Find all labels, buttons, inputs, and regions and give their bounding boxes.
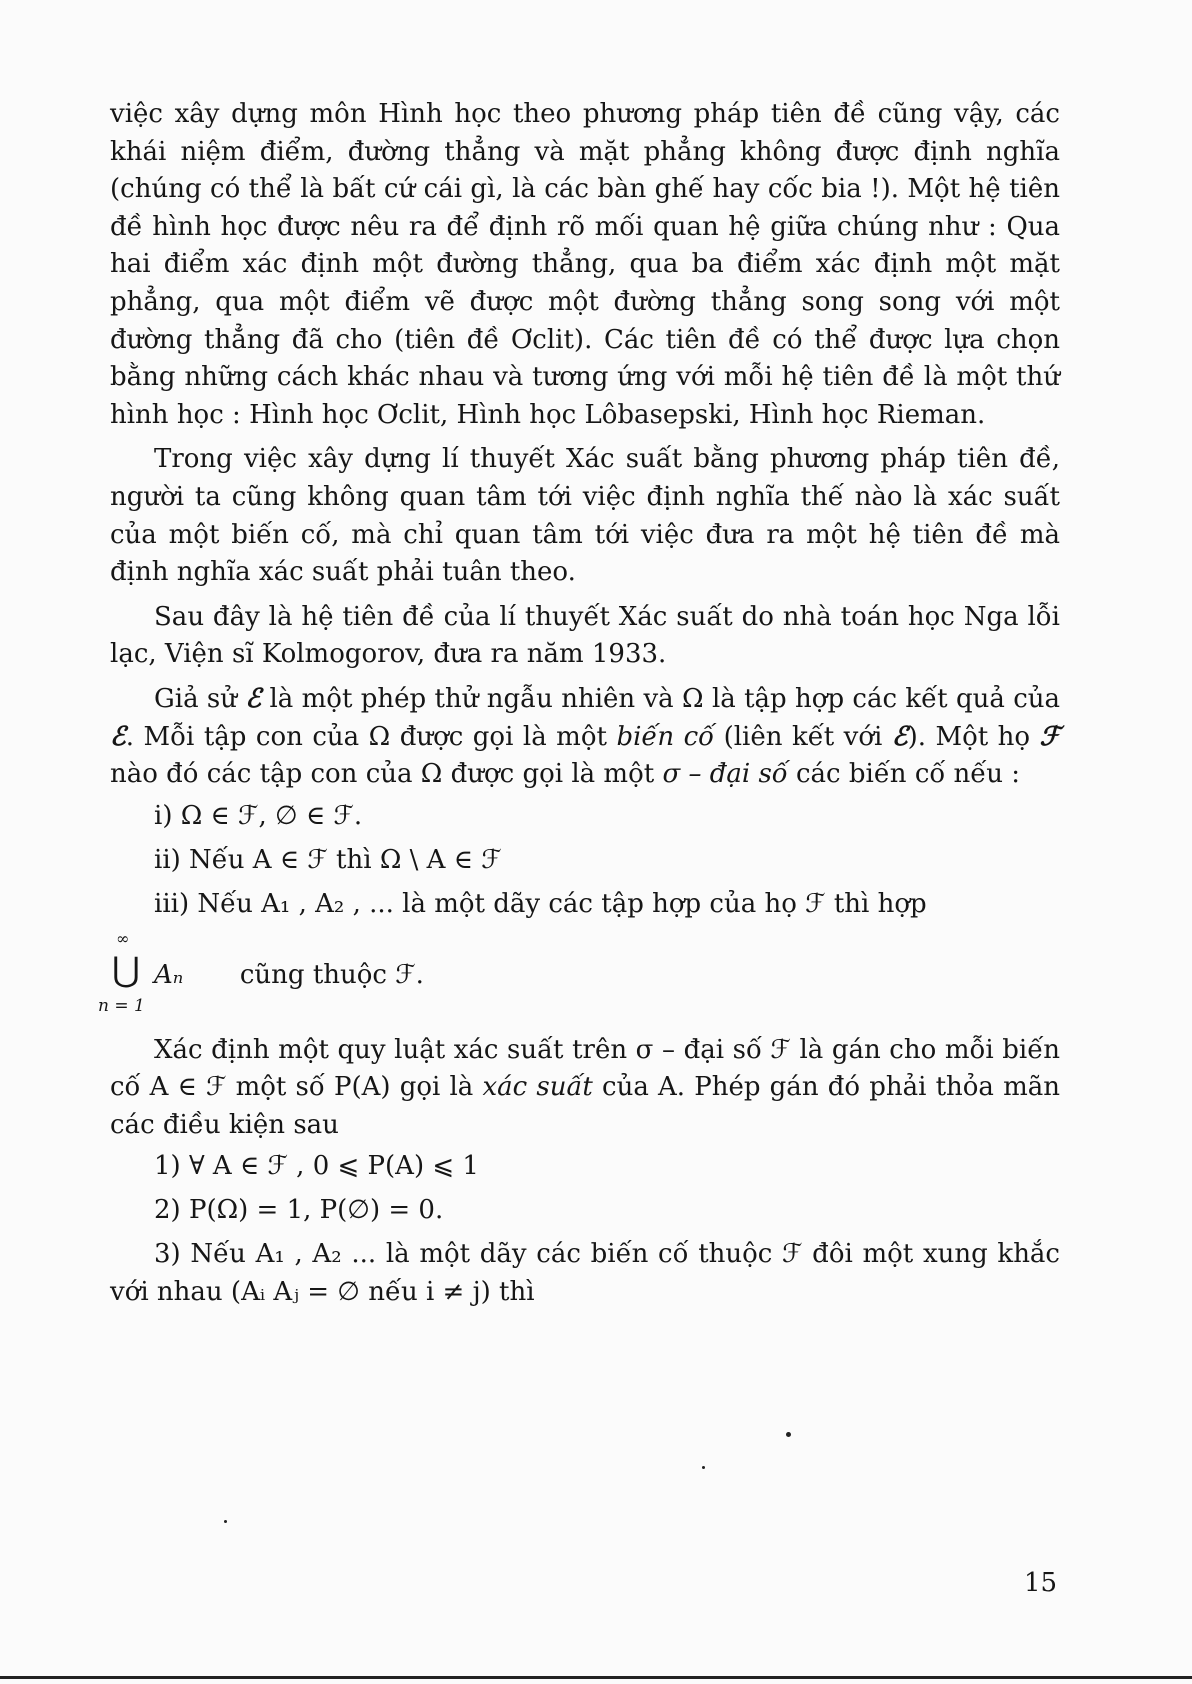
term-bien-co: biến cố [616,721,715,752]
print-speck [786,1432,791,1437]
term-xac-suat: xác suất [482,1072,593,1103]
paragraph-geometry: việc xây dựng môn Hình học theo phương pháp tiên đề cũng vậy, các khái niệm điểm, đường thẳng và mặt phẳng không được định nghĩa (chúng có thể là bất cứ cái gì, là các bàn ghế hay cốc bia !). Một hệ tiên đề hình học được nêu ra để định rõ mối quan hệ giữa chúng như : Qua hai điểm xác định một đường thẳng, qua ba điểm xác định một mặt phẳng, qua một điểm vẽ được một đường thẳng song song với một đường thẳng đã cho (tiên đề Ơclit). Các tiên đề có thể được lựa chọn bằng những cách khác nhau và tương ứng với mỗi hệ tiên đề là một thứ hình học : Hình học Ơclit, Hình học Lôbasepski, Hình học Rieman. [110,99,1060,430]
paragraph-probability-axioms: Trong việc xây dựng lí thuyết Xác suất bằng phương pháp tiên đề, người ta cũng không quan tâm tới việc định nghĩa thế nào là xác suất của một biến cố, mà chỉ quan tâm tới việc đưa ra một hệ tiên đề mà định nghĩa xác suất phải tuân theo. [110,444,1060,588]
paragraph-sigma-algebra: Giả sử ℰ là một phép thử ngẫu nhiên và Ω là tập hợp các kết quả của ℰ. Mỗi tập con của Ω được gọi là một biến cố (liên kết với ℰ). Một họ ℱ nào đó các tập con của Ω được gọi là một σ – đại số các biến cố nếu : [110,683,1061,790]
term-sigma-dai-so: σ – đại số [662,759,788,790]
sigma-algebra-conditions [154,798,1060,922]
union-term: Aₙ [154,959,184,990]
union-symbol: ⋃ [112,949,140,990]
paragraph-probability-law: Xác định một quy luật xác suất trên σ – đại số ℱ là gán cho mỗi biến cố A ∈ ℱ một số P(A) gọi là xác suất của A. Phép gán đó phải thỏa mãn các điều kiện sau [110,1034,1060,1140]
script-f-symbol: ℱ [1039,721,1061,752]
print-speck [702,1466,705,1469]
axiom-2: 2) P(Ω) = 1, P(∅) = 0. [154,1195,444,1226]
union-upper-limit: ∞ [116,928,130,948]
page-bottom-rule [0,1676,1192,1679]
page-number: 15 [1024,1568,1058,1598]
condition-i: i) Ω ∈ ℱ, ∅ ∈ ℱ. [154,800,363,831]
script-e-symbol: ℰ [891,721,908,752]
print-speck [224,1520,227,1523]
union-formula [98,930,1060,1022]
union-lower-limit: n = 1 [98,995,145,1016]
axiom-3: 3) Nếu A₁ , A₂ ... là một dãy các biến cố thuộc ℱ đôi một xung khắc với nhau (Aᵢ Aⱼ = ∅ nếu i ≠ j) thì [110,1239,1060,1308]
condition-ii: ii) Nếu A ∈ ℱ thì Ω \ A ∈ ℱ [154,844,502,875]
probability-axioms-list [154,1148,1060,1228]
union-operator [98,930,150,1022]
script-e-symbol: ℰ [110,721,126,752]
condition-iii: iii) Nếu A₁ , A₂ , ... là một dãy các tập hợp của họ ℱ thì hợp [154,888,927,919]
axiom-1: 1) ∀ A ∈ ℱ , 0 ⩽ P(A) ⩽ 1 [154,1151,479,1182]
union-text: cũng thuộc ℱ. [239,959,424,990]
script-e-symbol: ℰ [245,683,262,714]
paragraph-kolmogorov: Sau đây là hệ tiên đề của lí thuyết Xác suất do nhà toán học Nga lỗi lạc, Viện sĩ Kolmogorov, đưa ra năm 1933. [110,601,1060,670]
page-body [98,96,1061,1312]
